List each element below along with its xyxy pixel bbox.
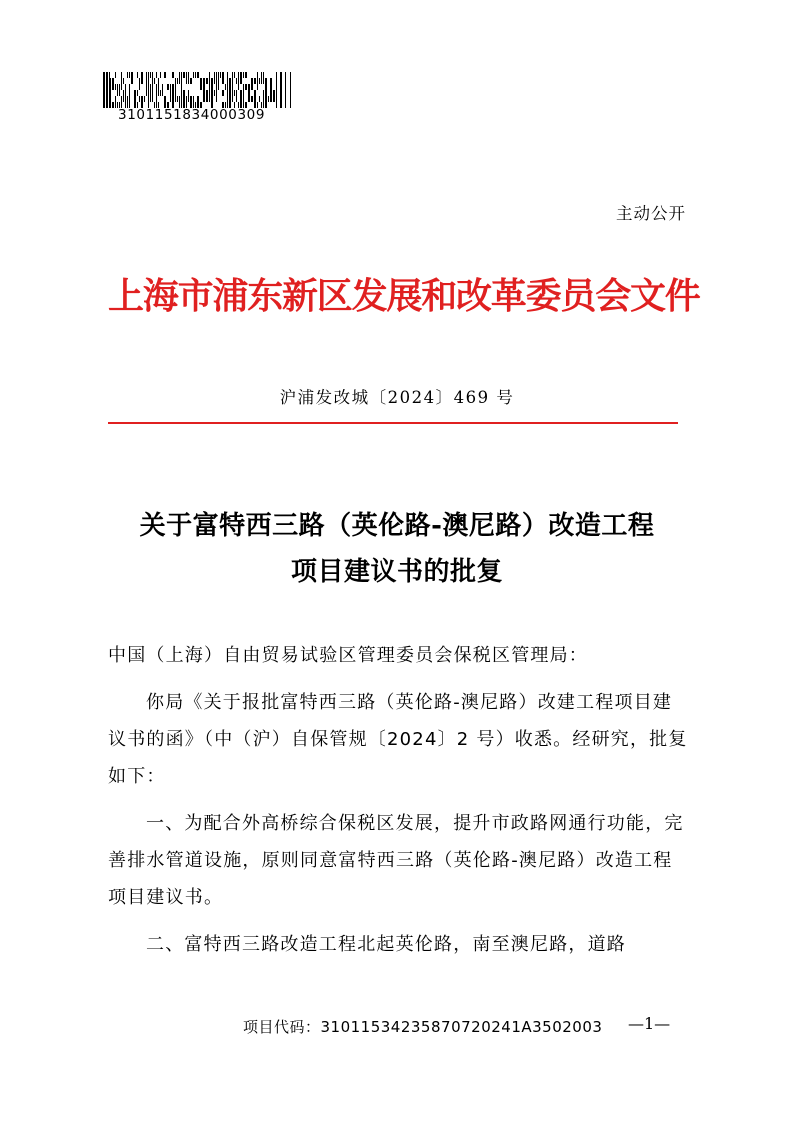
document-number: 沪浦发改城〔2024〕469 号 — [279, 388, 515, 407]
title-line-1: 关于富特西三路（英伦路-澳尼路）改造工程 — [139, 511, 655, 541]
body-paragraph-3: 二、富特西三路改造工程北起英伦路，南至澳尼路，道路 — [146, 934, 626, 955]
document-body — [108, 637, 688, 963]
page-number: —1— — [628, 1014, 671, 1033]
issuing-organization-header: 上海市浦东新区发展和改革委员会文件 — [108, 275, 700, 317]
barcode-number: 3101151834000309 — [118, 107, 266, 123]
project-code: 项目代码：31011534235870720241A3502003 — [243, 1018, 603, 1036]
red-divider-rule — [108, 422, 678, 424]
title-line-2: 项目建议书的批复 — [290, 557, 503, 587]
barcode-graphic — [103, 72, 291, 108]
body-paragraph-1: 你局《关于报批富特西三路（英伦路-澳尼路）改建工程项目建议书的函》（中（沪）自保管规〔2024〕2 号）收悉。经研究，批复如下： — [108, 692, 688, 787]
disclosure-label: 主动公开 — [616, 204, 686, 223]
body-paragraph-2: 一、为配合外高桥综合保税区发展，提升市政路网通行功能，完善排水管道设施，原则同意富特西三路（英伦路-澳尼路）改造工程项目建议书。 — [108, 813, 684, 908]
recipient-line: 中国（上海）自由贸易试验区管理委员会保税区管理局： — [108, 645, 588, 666]
document-title — [0, 503, 794, 595]
